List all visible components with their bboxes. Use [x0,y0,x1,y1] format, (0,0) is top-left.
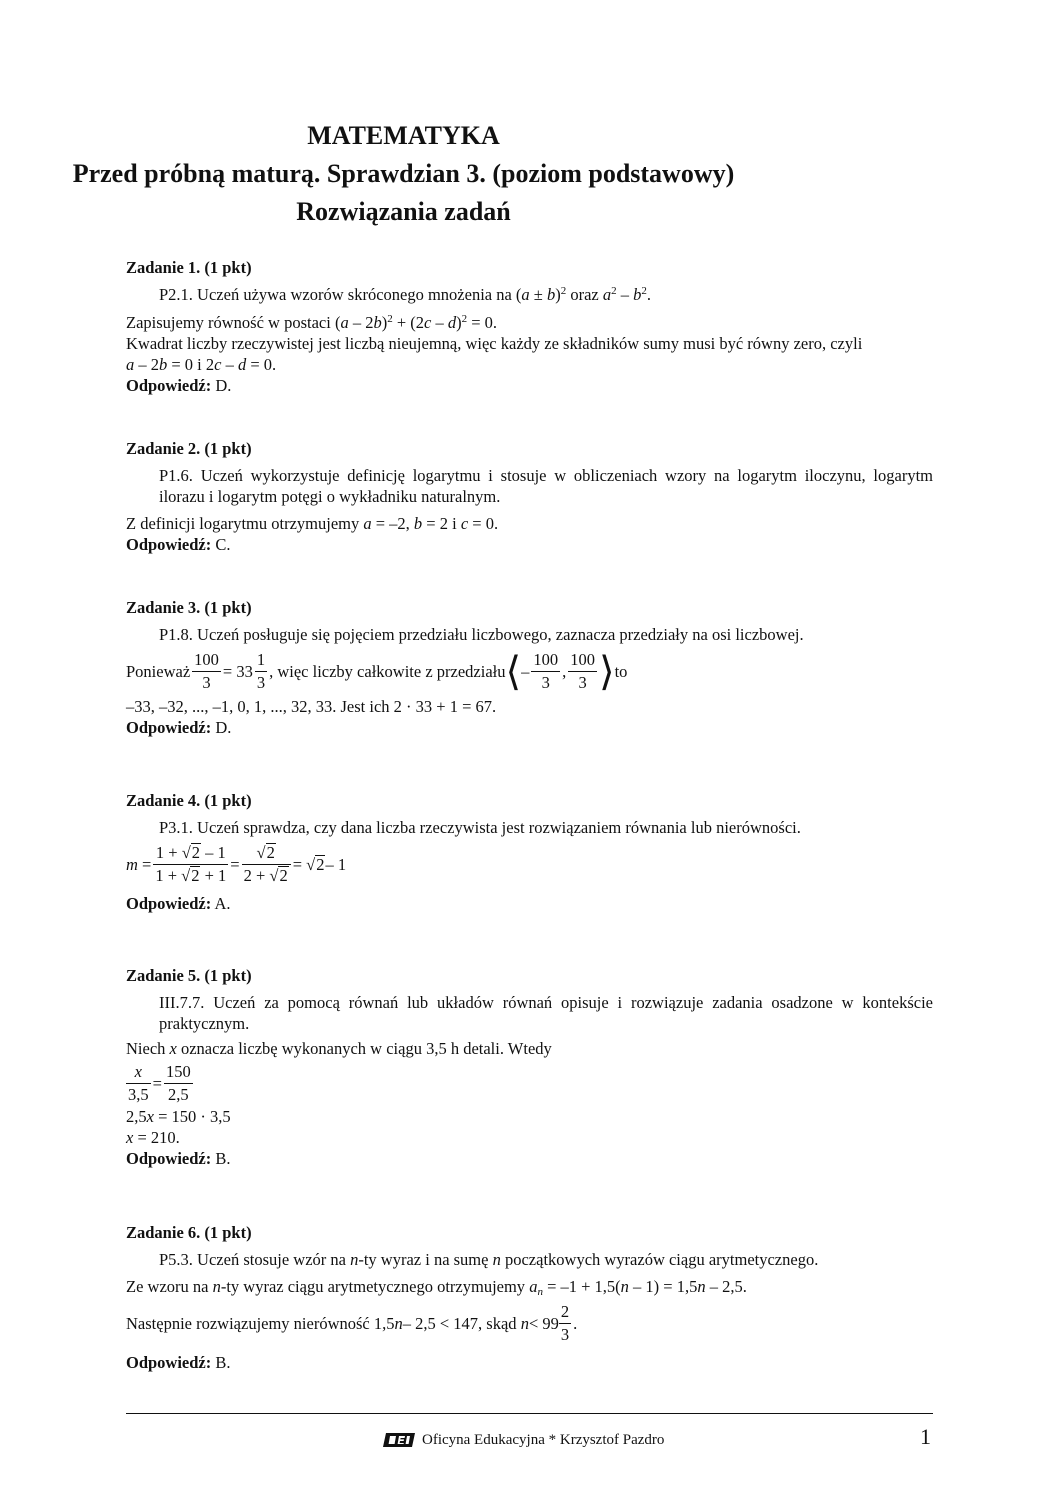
task-2-line-1 [126,513,933,534]
title-line-solutions: Rozwiązania zadań [296,197,511,226]
text: P2.1. Uczeń używa wzorów skróconego mnożenia na ( [159,285,522,304]
text: Następnie rozwiązujemy nierówność 1,5 [126,1314,395,1333]
text: – 1) = 1,5 [628,1277,698,1296]
answer-value: B. [211,1149,231,1168]
text: – 2 [348,313,374,332]
text: = 0 i 2 [167,355,215,374]
answer-label: Odpowiedź: [126,718,212,737]
text: + (2 [392,313,425,332]
fraction-2-3 [559,1301,571,1346]
task-5-line-1 [126,1038,933,1059]
task-2-requirement: P1.6. Uczeń wykorzystuje definicję logarytmu i stosuje w obliczeniach wzory na logarytm iloczynu, logarytm ilorazu i logarytm potęgi o wykładniku naturalnym. [159,466,933,506]
task-6-heading: Zadanie 6. (1 pkt) [126,1223,252,1242]
text: + 1 [200,866,227,885]
task-1-requirement: P2.1. Uczeń używa wzorów skróconego mnożenia na $(a \pm b)^2$ oraz $a^2 - b^2$. [159,285,652,304]
text: 1 + [155,843,182,862]
text: Ponieważ [126,662,191,681]
numerator: 100 [531,649,560,672]
text: Niech [126,1039,170,1058]
text: = 0. [246,355,277,374]
text: = 2 i [422,514,461,533]
publisher [382,1431,664,1449]
text: 1 + [155,866,182,885]
fraction-x [126,1061,151,1106]
text: – 2,5. [705,1277,747,1296]
numerator: 150 [164,1061,193,1084]
sqrt-icon: √ [256,843,266,862]
text: = 0. [468,514,499,533]
equals-sign: = [292,855,303,874]
fraction-1 [153,842,228,887]
radicand: 2 [191,843,201,862]
task-5-line-3 [126,1127,933,1148]
task-4-answer [126,893,933,914]
var: n [212,1277,221,1296]
comma: , [562,662,567,681]
radicand: 2 [266,843,275,862]
subscript: n [537,1286,543,1298]
var: c [214,355,222,374]
var: n [394,1314,403,1333]
radicand: 2 [316,855,325,874]
numerator [242,842,291,865]
denominator: 3 [202,673,211,692]
task-4-heading: Zadanie 4. (1 pkt) [126,791,252,810]
task-5-proportion [126,1061,933,1106]
title-line-exam: Przed próbną maturą. Sprawdzian 3. (poziom podstawowy) [72,159,735,188]
denominator: 3 [541,673,550,692]
var: b [413,514,423,533]
numerator [153,842,228,865]
task-6 [126,1222,933,1373]
answer-value: D. [211,376,232,395]
task-5-line-2 [126,1106,933,1127]
text: = 210. [133,1128,180,1147]
exponent: 2 [611,285,617,297]
task-3-requirement: P1.8. Uczeń posługuje się pojęciem przedziału liczbowego, zaznacza przedziały na osi liczbowej. [159,625,804,644]
var: b [373,313,382,332]
var: x [126,1128,134,1147]
text: = –1 + 1,5( [542,1277,621,1296]
var: n [350,1250,359,1269]
task-3 [126,597,933,738]
right-angle-bracket: ⟩ [598,648,615,694]
sqrt-icon: √ [181,866,191,885]
denominator [153,865,228,887]
text: ) [456,313,462,332]
var: a [363,514,372,533]
denominator [242,865,291,887]
equals-sign: = [152,1074,162,1093]
denominator: 2,5 [168,1085,189,1104]
radicand: 2 [191,866,200,885]
fraction-100-3 [568,649,597,694]
var: b [159,355,168,374]
exponent: 2 [387,313,393,325]
var: x [169,1039,177,1058]
text: , więc liczby całkowite z przedziału [269,662,506,681]
task-5 [126,965,933,1169]
equals-sign: = [142,855,152,874]
denominator: 3 [560,1325,570,1344]
text: ) [555,285,561,304]
text: ± [529,285,547,304]
task-4 [126,790,933,914]
text: – 1 [325,855,347,874]
var: c [424,313,432,332]
var: n [520,1314,529,1333]
task-2 [126,438,933,555]
task-1-line-1 [126,312,933,333]
text: 2,5 [126,1107,147,1126]
text: . [573,1314,578,1333]
left-angle-bracket: ⟨ [505,648,522,694]
sqrt-icon: √ [306,855,316,874]
title-line-subject: MATEMATYKA [307,121,500,150]
text: to [614,662,628,681]
text: Ze wzoru na [126,1277,213,1296]
fraction-2 [242,842,291,887]
numerator: 100 [192,649,221,672]
text: – [616,285,634,304]
exponent: 2 [641,285,647,297]
task-5-answer [126,1148,933,1169]
var: d [447,313,457,332]
answer-value: C. [211,535,231,554]
text: < 99 [528,1314,559,1333]
answer-label: Odpowiedź: [126,894,212,913]
text: – 2 [134,355,159,374]
text: – [221,355,238,374]
task-1 [126,257,933,396]
task-3-line-2: –33, –32, ..., –1, 0, 1, ..., 32, 33. Jest ich 2 · 33 + 1 = 67. [126,697,497,716]
task-4-requirement: P3.1. Uczeń sprawdza, czy dana liczba rzeczywista jest rozwiązaniem równania lub nierówności. [159,818,801,837]
text: ) [381,313,388,332]
var: b [633,285,642,304]
task-1-answer [126,375,933,396]
numerator [126,1061,151,1084]
fraction-150 [164,1061,193,1106]
text: P5.3. Uczeń stosuje wzór na [159,1250,351,1269]
var: d [237,355,247,374]
var: c [460,514,469,533]
text: -ty wyraz i na sumę [358,1250,493,1269]
var: a [126,355,135,374]
text: oznacza liczbę wykonanych w ciągu 3,5 h detali. Wtedy [176,1039,552,1058]
var: b [546,285,556,304]
var: n [492,1250,501,1269]
answer-value: B. [211,1353,231,1372]
task-5-requirement: III.7.7. Uczeń za pomocą równań lub układów równań opisuje i rozwiązuje zadania osadzone w kontekście praktycznym. [159,993,933,1033]
task-2-answer [126,534,933,555]
sqrt-icon: √ [181,843,191,862]
fraction-1-3 [255,649,267,694]
numerator: 100 [568,649,597,672]
publisher-logo-icon [382,1432,416,1448]
text: = 150 · 3,5 [153,1107,231,1126]
numerator: 1 [255,649,267,672]
page-number: 1 [920,1424,931,1449]
task-3-answer [126,717,933,738]
exponent: 2 [560,285,567,297]
fraction-100-3 [192,649,221,694]
fraction-100-3 [531,649,560,694]
equals-sign: = [230,855,240,874]
var: n [697,1277,706,1296]
denominator: 3 [578,673,587,692]
text: Zapisujemy równość w postaci ( [126,313,341,332]
denominator: 3,5 [128,1085,149,1104]
var: a [521,285,530,304]
sqrt-icon: √ [269,866,279,885]
answer-label: Odpowiedź: [126,376,212,395]
task-4-equation [126,842,933,887]
task-6-requirement [126,1249,933,1270]
task-3-line-1 [126,649,933,694]
task-1-line-3 [126,354,933,375]
document-title [0,117,807,231]
var: a [529,1277,538,1296]
text: 2 + [243,866,270,885]
task-2-heading: Zadanie 2. (1 pkt) [126,439,252,458]
text: oraz [566,285,603,304]
var: a [340,313,349,332]
task-3-heading: Zadanie 3. (1 pkt) [126,598,252,617]
radicand: 2 [279,866,288,885]
answer-label: Odpowiedź: [126,535,212,554]
task-5-heading: Zadanie 5. (1 pkt) [126,966,252,985]
footer-rule [126,1413,933,1414]
text: Z definicji logarytmu otrzymujemy [126,514,364,533]
var: m [126,855,138,874]
text: – 1 [201,843,226,862]
answer-label: Odpowiedź: [126,1353,212,1372]
text: = 33 [222,662,253,681]
numerator: 2 [559,1301,571,1324]
var: x [134,1062,142,1081]
task-1-line-2: Kwadrat liczby rzeczywistej jest liczbą nieujemną, więc każdy ze składników sumy musi być równy zero, czyli [126,334,863,353]
text: = 0. [467,313,498,332]
denominator: 3 [256,673,266,692]
task-6-line-2 [126,1301,933,1346]
task-6-answer [126,1352,933,1373]
var: n [620,1277,629,1296]
publisher-name: Oficyna Edukacyjna * Krzysztof Pazdro [422,1432,665,1448]
text: początkowych wyrazów ciągu arytmetycznego. [500,1250,819,1269]
text: – 2,5 < 147, skąd [402,1314,517,1333]
text: – [431,313,448,332]
task-6-line-1 [126,1276,933,1297]
answer-value: A. [211,894,231,913]
text: -ty wyraz ciągu arytmetycznego otrzymujemy [220,1277,530,1296]
task-1-heading: Zadanie 1. (1 pkt) [126,258,252,277]
text: = –2, [371,514,414,533]
answer-label: Odpowiedź: [126,1149,212,1168]
var: x [146,1107,154,1126]
minus-sign: – [521,662,530,681]
exponent: 2 [461,313,468,325]
answer-value: D. [211,718,232,737]
var: a [602,285,612,304]
